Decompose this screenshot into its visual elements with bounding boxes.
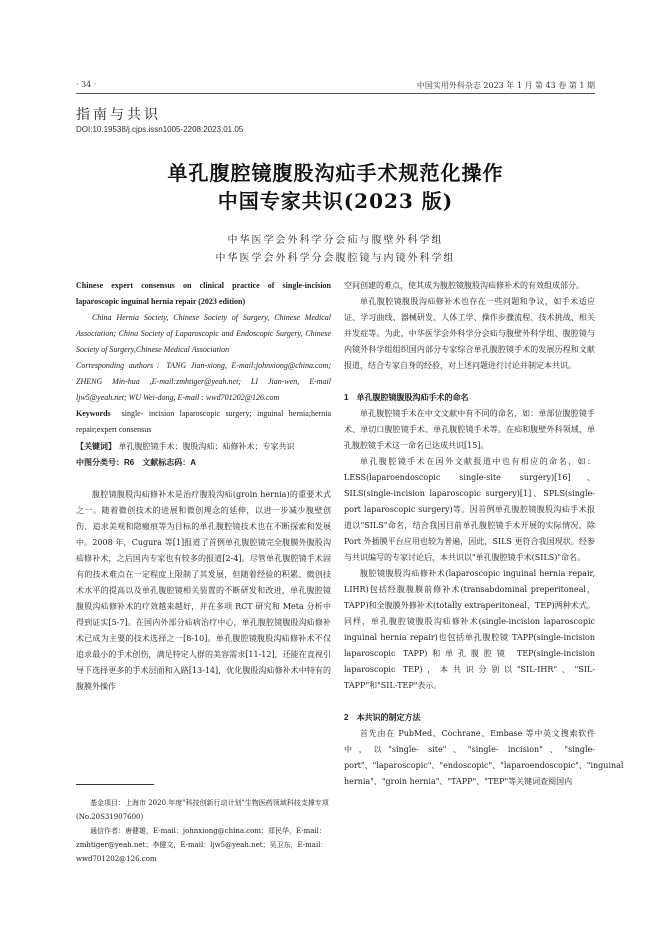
doi: DOI:10.19538/j.cjps.issn1005-2208.2023.01.05 xyxy=(76,125,244,134)
section-1-paragraph-3: 腹腔镜腹股沟疝修补术(laparoscopic inguinal hernia repair, LIHR)包括经腹腹膜前修补术(transabdominal preperitoneal，TAPP)和全腹膜外修补术(totally extraperitoneal，TEP)两种术式。同样，单孔腹腔镜腹股沟疝修补术(single-incision laparoscopic inguinal hernia repair)也包括单孔腹腔镜 TAPP(single-incision laparoscopic TAPP)和单孔腹腔镜 TEP(single-incision laparoscopic TEP)，本共识分别以"SIL-IHR"、"SIL-TAPP"和"SIL-TEP"表示。 xyxy=(344,569,595,690)
cn-keywords-label: 【关键词】 xyxy=(76,441,116,451)
section-2-heading: 2 本共识的制定方法 xyxy=(344,713,421,722)
footnotes xyxy=(76,796,331,866)
classification: 中图分类号：R6 文献标志码：A xyxy=(76,458,197,467)
authors-line-1: 中华医学会外科学分会疝与腹壁外科学组 xyxy=(227,235,444,246)
right-column xyxy=(344,278,624,790)
cn-keywords-text: 单孔腹腔镜手术；腹股沟疝；疝修补术；专家共识 xyxy=(118,442,295,451)
section-tag: 指南与共识 xyxy=(76,107,161,123)
section-2-paragraph-1: 首先由在 PubMed、Cochrane、Embase 等中英文搜索软件中，以"single- site"、"single- incision"、"single- port"、"laparoscopic"、"endoscopic"、"laparoendoscopic"、"inguinal hernia"、"groin hernia"、"TAPP"、"TEP"等关键词查阅国内 xyxy=(344,729,624,786)
corresponding-authors: Corresponding authors：TANG Jian-xiong, E-mail:johnxiong@china.com; ZHENG Min-hua ,E-mail:zmhtiger@yeah.net; LI Jian-wen, E-mail ljw5@yeah.net; WU Wei-dong, E-mail : wwd701202@126.com xyxy=(76,361,331,402)
english-title: Chinese expert consensus on clinical practice of single-incision laparoscopic inguinal hernia repair (2023 edition) xyxy=(76,281,331,306)
english-authors: China Hernia Society, Chinese Society of Surgery, Chinese Medical Association; China Society of Laparoscopic and Endoscopic Surgery, Chinese Society of Surgery,Chinese Medical Association xyxy=(76,313,331,354)
footnote-fund: 基金项目：上海市 2020 年度"科技创新行动计划"生物医药领域科技支撑专项(No.20S31907600) xyxy=(76,799,329,821)
right-paragraph-2: 单孔腹腔镜腹股沟疝修补术也存在一些问题和争议，如手术适应证、学习曲线、器械研发、人体工学、操作步骤流程、技术挑战、相关并发症等。为此，中华医学会外科学分会疝与腹壁外科学组、腹腔镜与内镜外科学组组织国内部分专家综合单孔腹腔镜手术的发展历程和文献报道，结合专家自身的经验，对上述问题进行讨论并制定本共识。 xyxy=(344,297,595,370)
chinese-keywords xyxy=(76,438,331,455)
page-number: · 34 · xyxy=(76,80,97,89)
section-1-heading: 1 单孔腹腔镜腹股沟疝手术的命名 xyxy=(344,393,469,402)
english-keywords xyxy=(76,406,331,438)
section-1-paragraph-1: 单孔腹腔镜手术在中文文献中有不同的命名，如：单部位腹腔镜手术、单切口腹腔镜手术、单孔腹腔镜手术等。在疝和腹壁外科领域，单孔腹腔镜手术这一命名已达成共识[15]。 xyxy=(344,409,595,450)
running-header-journal: 中国实用外科杂志 2023 年 1 月 第 43 卷 第 1 期 xyxy=(416,81,595,90)
right-paragraph-1: 空间创建的难点，使其成为腹腔镜腹股沟疝修补术的有效组成部分。 xyxy=(344,281,584,290)
section-1-paragraph-2: 单孔腹腔镜手术在国外文献报道中也有相应的命名，如：LESS(laparoendoscopic single-site surgery)[16]、SILS(single-incision laparoscopic surgery)[1]、SPLS(single-port laparoscopic surgery)等。因首例单孔腹腔镜腹股沟疝手术报道以"SILS"命名，结合我国目前单孔腹腔镜手术开展的实际情况，除 Port 外插膜平台应用也较为普遍，因此，SILS 更符合我国现状。经参与共识编写的专家讨论后，本共识以"单孔腹腔镜手术(SILS)"命名。 xyxy=(344,457,595,562)
keywords-label: Keywords xyxy=(76,409,111,418)
header-rule xyxy=(76,93,595,94)
left-column xyxy=(76,278,331,695)
title-line-1: 单孔腹腔镜腹股沟疝手术规范化操作 xyxy=(167,161,504,185)
authors-line-2: 中华医学会外科学分会腹腔镜与内镜外科学组 xyxy=(215,253,456,264)
footnote-contact: 通信作者：唐健雄，E-mail：johnxiong@china.com；郑民华，E-mail：zmhtiger@yeah.net；李健文，E-mail：ljw5@yeah.net；吴卫东，E-mail：wwd701202@126.com xyxy=(76,827,328,863)
keywords-text: single- incision laparoscopic surgery; inguinal hernia;hernia repair;expert consensus xyxy=(76,409,331,434)
title-line-2: 中国专家共识(2023 版) xyxy=(217,189,454,213)
footnote-rule xyxy=(76,784,154,785)
intro-paragraph: 腹腔镜腹股沟疝修补术是治疗腹股沟疝(groin hernia)的重要术式之一。随着微创技术的进展和微创理念的延伸，以进一步减少腹壁创伤、追求美观和隐瘢痕等为目标的单孔腹腔镜技术也在不断探索和发展中。2008 年，Cugura 等[1]报道了首例单孔腹腔镜完全腹膜外腹股沟疝修补术，之后国内专家也有较多的报道[2-4]。尽管单孔腹腔镜手术固有的技术难点在一定程度上限制了其发展，但随着经验的积累、微创技术水平的提高以及单孔腹腔镜相关装置的不断研发和改进，单孔腹腔镜腹股沟疝修补术的疗效越来越好，并在多项 RCT 研究和 Meta 分析中得到证实[5-7]。在国内外部分疝病治疗中心，单孔腹腔镜腹股沟疝修补术已成为主要的技术选择之一[8-10]。单孔腹腔镜腹股沟疝修补术不仅追求最小的手术创伤，满足特定人群的美容需求[11-12]，还能在直视引导下选择更多的手术层面和入路[13-14]，优化腹股沟疝修补术中特有的腹膜外操作 xyxy=(76,490,331,691)
